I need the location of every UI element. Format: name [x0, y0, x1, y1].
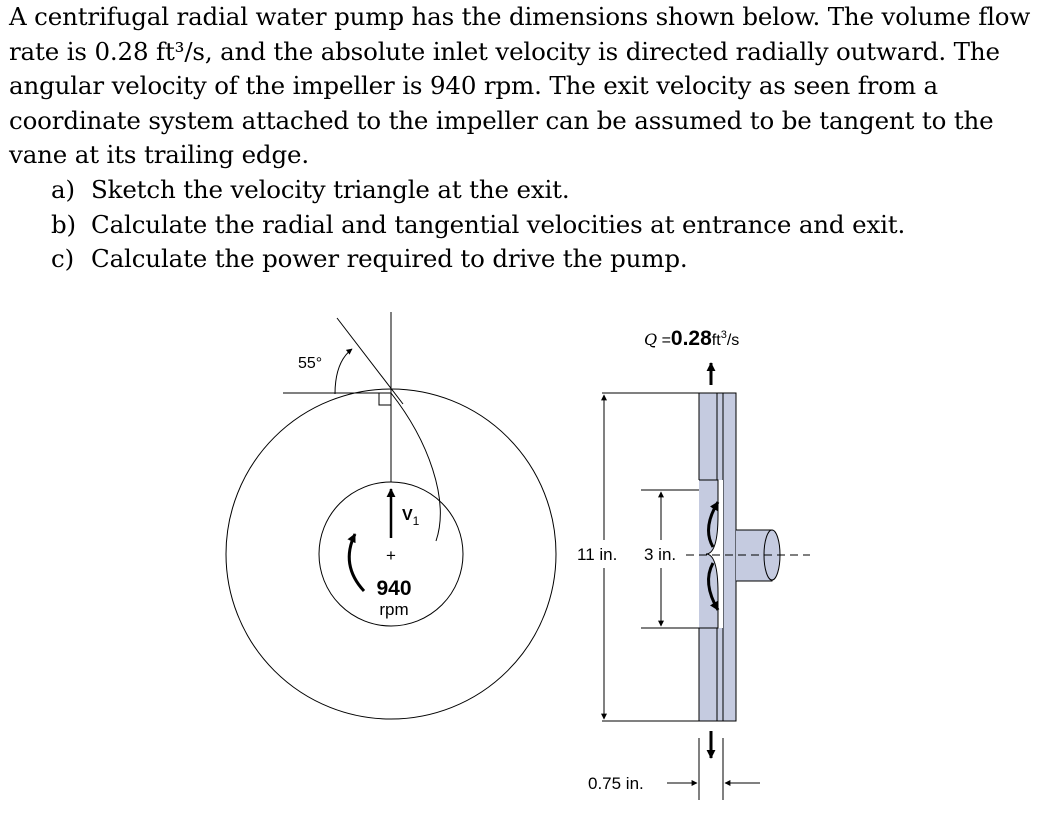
- flow-symbol: Q: [644, 330, 658, 349]
- impeller-side-view: [686, 393, 810, 721]
- velocity-subscript: 1: [412, 514, 420, 528]
- rotation-arrow: [349, 534, 364, 591]
- angle-label: 55°: [298, 355, 323, 372]
- velocity-symbol: V: [402, 507, 413, 524]
- speed-unit: rpm: [379, 600, 409, 619]
- vane-tangent-line: [337, 318, 403, 404]
- impeller-front-view: [226, 312, 556, 719]
- right-angle-marker: [379, 393, 391, 405]
- center-mark: +: [386, 546, 396, 565]
- part-label: a): [51, 174, 75, 204]
- flow-unit: ft: [711, 332, 721, 349]
- outer-diameter-label: 11 in.: [577, 545, 618, 564]
- impeller-width-label: 0.75 in.: [588, 774, 644, 793]
- part-label: b): [51, 209, 76, 239]
- part-text: Calculate the power required to drive the pump.: [91, 244, 688, 274]
- inlet-diameter-label: 3 in.: [644, 545, 677, 564]
- part-text: Calculate the radial and tangential velocities at entrance and exit.: [91, 209, 906, 239]
- angle-arc: [335, 349, 352, 394]
- flow-rate-label: [644, 327, 739, 350]
- part-text: Sketch the velocity triangle at the exit.: [91, 174, 570, 204]
- flow-unit-exponent: 3: [720, 329, 727, 341]
- flow-unit-tail: /s: [726, 332, 740, 349]
- flow-equals: =: [657, 332, 671, 349]
- part-label: c): [51, 244, 74, 274]
- flow-value: 0.28: [670, 327, 712, 350]
- inlet-velocity-label: [402, 507, 420, 528]
- problem-statement: A centrifugal radial water pump has the dimensions shown below. The volume flow rate is 0.28 ft³/s, and the absolute inlet velocity is directed radially outward. The angular velocity of the impeller is 940 rpm. The exit velocity as seen from a coordinate system attached to the impeller can be assumed to be tangent to the vane at its trailing edge.: [9, 2, 1031, 170]
- speed-value: 940: [376, 577, 412, 600]
- back-plate: [723, 393, 736, 721]
